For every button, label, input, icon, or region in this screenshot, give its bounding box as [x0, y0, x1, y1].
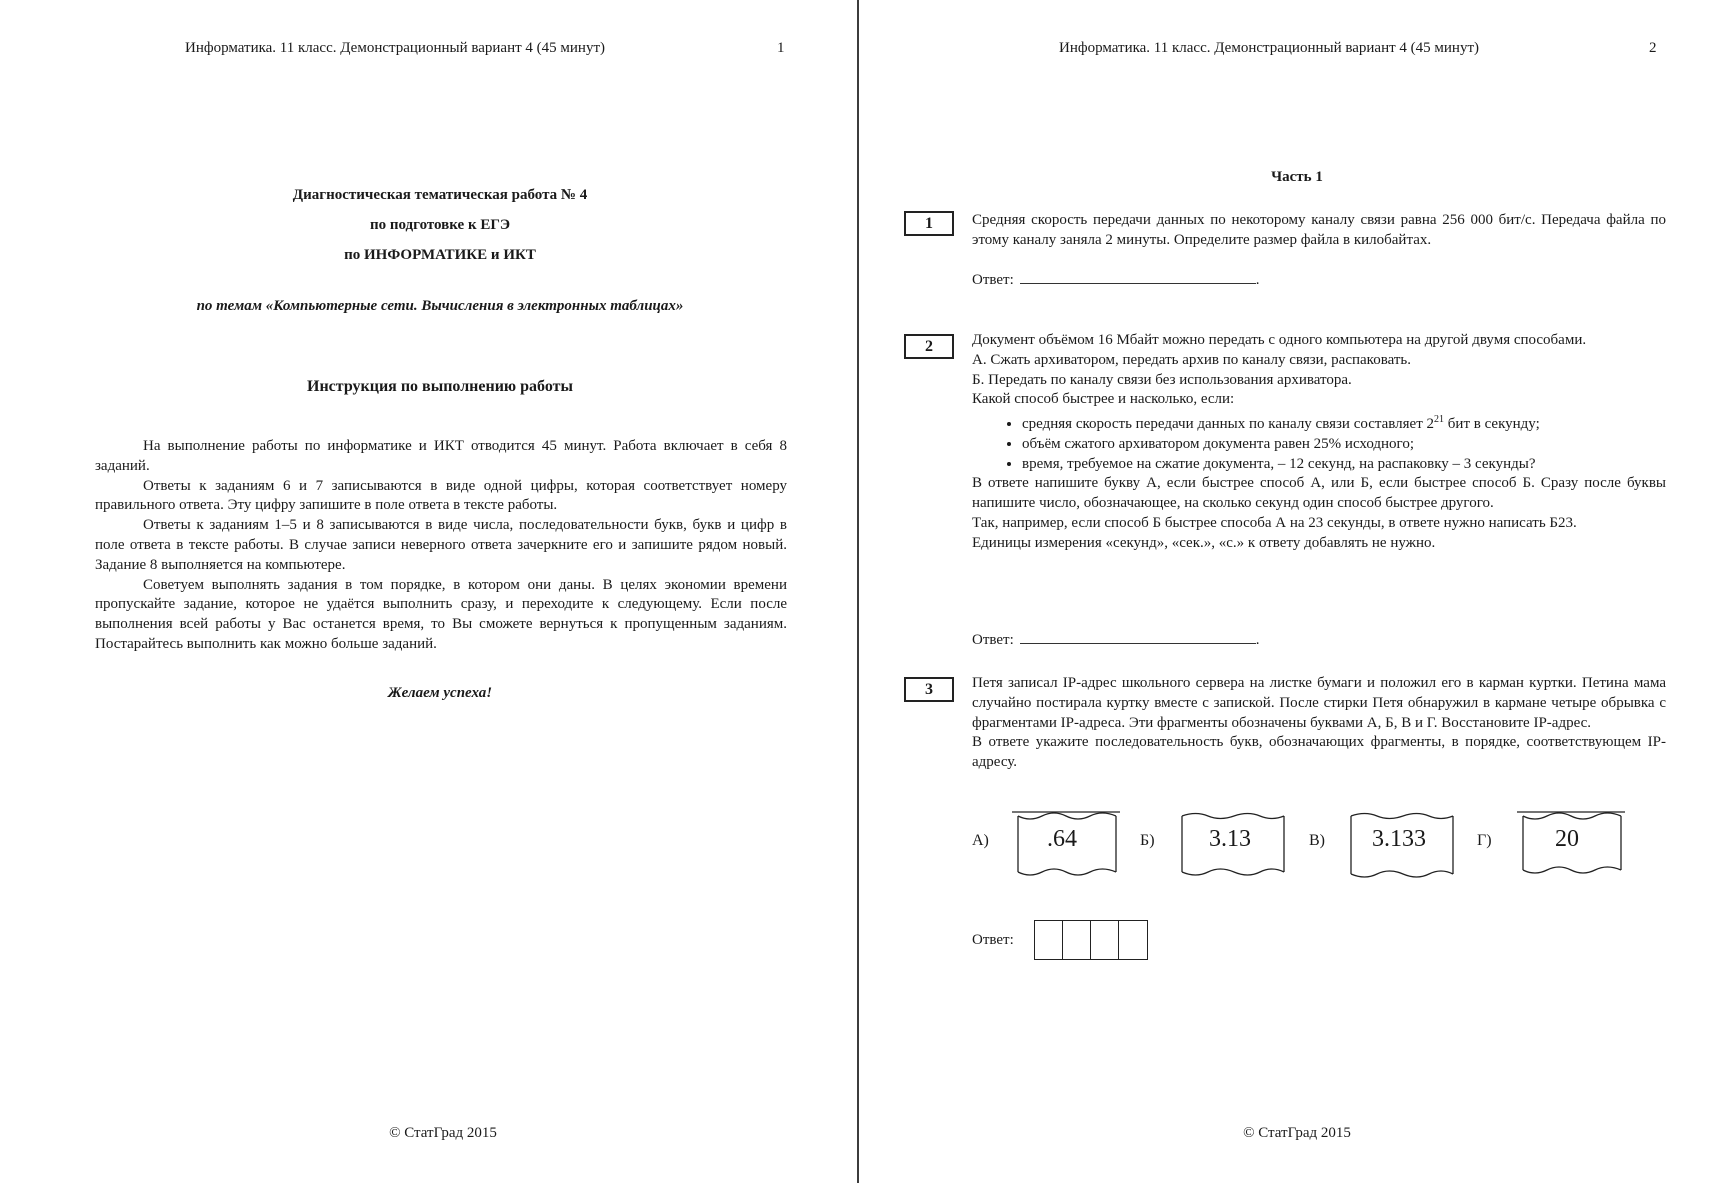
instruction-paragraph: Ответы к заданиям 6 и 7 записываются в виде одной цифры, которая соответствует номеру правильного ответа. Эту цифру запишите в поле ответа в тексте работы.: [95, 477, 787, 514]
page-number: 1: [777, 40, 785, 56]
condition-text: средняя скорость передачи данных по каналу связи составляет 2: [1022, 416, 1435, 433]
answer-cell[interactable]: [1063, 921, 1091, 959]
task-text: [972, 674, 1666, 773]
task-number-box: 3: [904, 677, 954, 702]
instruction-paragraph: Советуем выполнять задания в том порядке, в котором они даны. В целях экономии времени пропускайте задание, которое не удаётся выполнить сразу, и переходите к следующему. Если после выполнения всей работы у Вас останется время, то Вы сможете вернуться к пропущенным заданиям. Постарайтесь выполнить как можно больше заданий.: [95, 576, 787, 652]
instruction-paragraph: На выполнение работы по информатике и ИКТ отводится 45 минут. Работа включает в себя 8 заданий.: [95, 438, 787, 474]
task-question: Какой способ быстрее и насколько, если:: [972, 391, 1235, 408]
fragment-value: 3.13: [1209, 826, 1251, 852]
header-title: Информатика. 11 класс. Демонстрационный вариант 4 (45 минут): [1059, 40, 1480, 56]
fragment-letter: В): [1309, 832, 1325, 849]
task-3: [904, 674, 1668, 974]
task-text: Средняя скорость передачи данных по некоторому каналу связи равна 256 000 бит/с. Передача файла по этому каналу заняла 2 минуты. Определите размер файла в килобайтах.: [972, 212, 1666, 248]
task-instruction: Так, например, если способ Б быстрее способа А на 23 секунды, в ответе нужно написать Б23.: [972, 514, 1577, 531]
title-line: по подготовке к ЕГЭ: [369, 217, 511, 233]
fragment-value: .64: [1047, 826, 1077, 852]
fragment-value: 3.133: [1372, 826, 1426, 852]
answer-cell[interactable]: [1035, 921, 1063, 959]
page-number: 2: [1649, 40, 1657, 56]
option-b: Б. Передать по каналу связи без использования архиватора.: [972, 371, 1352, 388]
answer-cell[interactable]: [1119, 921, 1147, 959]
answer-label: Ответ:: [972, 632, 1014, 648]
title-line: Диагностическая тематическая работа № 4: [292, 187, 588, 203]
answer-field[interactable]: [1020, 269, 1256, 284]
fragment-letter: А): [972, 832, 989, 849]
answer-label: Ответ:: [972, 932, 1014, 948]
answer-boxes: [1034, 920, 1148, 960]
answer-suffix: .: [1255, 632, 1260, 648]
task-2: [904, 331, 1668, 651]
task-paragraph: В ответе укажите последовательность букв, обозначающих фрагменты, в порядке, соответствующем IP-адресу.: [972, 734, 1666, 771]
condition-item: • объём сжатого архиватором документа равен 25% исходного;: [1022, 434, 1666, 454]
task-number-box: 1: [904, 211, 954, 236]
task-instruction: Единицы измерения «секунд», «сек.», «с.» к ответу добавлять не нужно.: [972, 534, 1436, 551]
answer-row: [972, 932, 1014, 949]
left-page: [0, 0, 857, 1183]
header-title: Информатика. 11 класс. Демонстрационный вариант 4 (45 минут): [185, 40, 606, 56]
answer-field[interactable]: [1020, 629, 1256, 644]
good-luck-wish: Желаем успеха!: [387, 685, 493, 701]
condition-item: • время, требуемое на сжатие документа, – 12 секунд, на распаковку – 3 секунды?: [1022, 454, 1666, 474]
part-title: Часть 1: [1271, 169, 1323, 185]
right-page: [859, 0, 1720, 1183]
answer-cell[interactable]: [1091, 921, 1119, 959]
condition-item: [1022, 410, 1666, 434]
answer-label: Ответ:: [972, 272, 1014, 288]
answer-line: [972, 629, 1260, 649]
fragment-letter: Г): [1477, 832, 1492, 849]
task-text: [972, 331, 1666, 553]
page-footer: © СтатГрад 2015: [389, 1125, 497, 1141]
document-title: [95, 180, 785, 270]
answer-line: [972, 269, 1260, 289]
fragment-value: 20: [1555, 826, 1579, 852]
exponent: 21: [1434, 414, 1445, 426]
task-1: [904, 211, 1668, 291]
option-a: А. Сжать архиватором, передать архив по каналу связи, распаковать.: [972, 351, 1411, 368]
instruction-paragraph: Ответы к заданиям 1–5 и 8 записываются в виде числа, последовательности букв, букв и цифр в поле ответа в тексте работы. В случае записи неверного ответа зачеркните его и запишите рядом новый. Задание 8 выполняется на компьютере.: [95, 517, 787, 573]
title-line: по ИНФОРМАТИКЕ и ИКТ: [344, 247, 536, 263]
fragments-row: [972, 810, 1666, 885]
condition-text-end: бит в секунду;: [1444, 416, 1540, 433]
answer-suffix: .: [1255, 272, 1260, 288]
fragment-letter: Б): [1140, 832, 1155, 849]
task-number-box: 2: [904, 334, 954, 359]
instruction-text: [95, 437, 787, 655]
task-paragraph: Петя записал IP-адрес школьного сервера на листке бумаги и положил его в карман куртки. Петина мама случайно постирала куртку вместе с запиской. После стирки Петя обнаружил в кармане четыре обрывка с фрагментами IP-адреса. Эти фрагменты обозначены буквами А, Б, В и Г. Восстановите IP-адрес.: [972, 675, 1666, 731]
instruction-title: Инструкция по выполнению работы: [307, 378, 573, 395]
topics-line: по темам «Компьютерные сети. Вычисления в электронных таблицах»: [196, 298, 684, 314]
task-instruction: В ответе напишите букву А, если быстрее способ А, или Б, если быстрее способ Б. Сразу после буквы напишите число, обозначающее, на сколько секунд один способ быстрее другого.: [972, 475, 1666, 511]
task-intro: Документ объёмом 16 Мбайт можно передать с одного компьютера на другой двумя способами.: [972, 332, 1587, 348]
conditions-list: [972, 410, 1666, 474]
page-footer: © СтатГрад 2015: [1243, 1125, 1351, 1141]
